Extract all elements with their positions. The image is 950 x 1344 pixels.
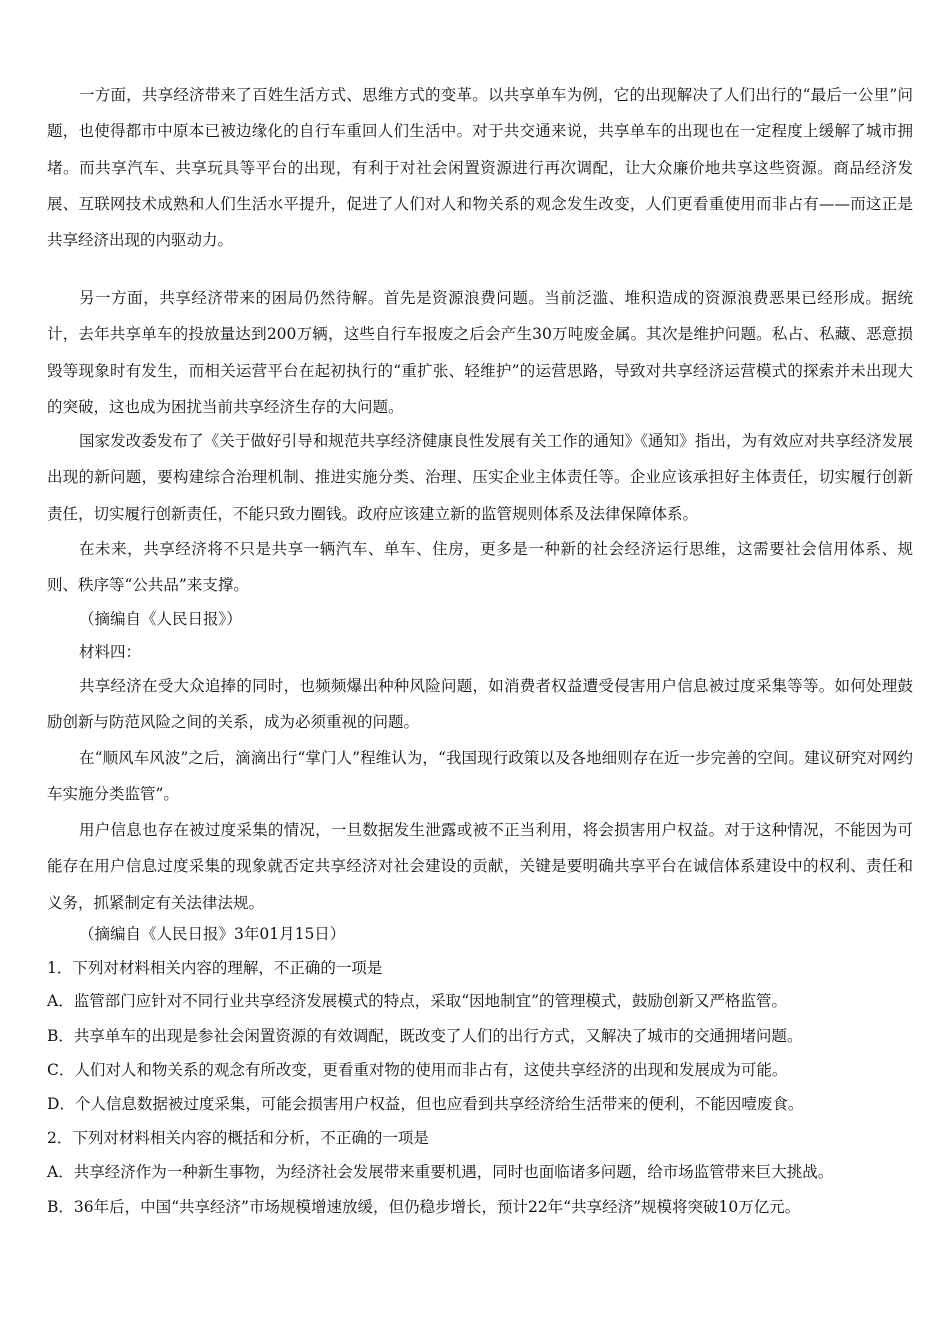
material3-paragraph-3: 国家发改委发布了《关于做好引导和规范共享经济健康良性发展有关工作的通知》《通知》指出，为有效应对共享经济发展出现的新问题，要构建综合治理机制、推进实施分类、治理、压实企业主体责任等。企业应该承担好主体责任，切实履行创新责任，切实履行创新责任，不能只致力圈钱。政府应该建立新的监管规则体系及法律保障体系。 bbox=[47, 432, 913, 523]
question-2-option-b: B．36年后，中国“共享经济”市场规模增速放缓，但仍稳步增长，预计22年“共享经济”规模将突破10万亿元。 bbox=[47, 1198, 801, 1216]
material4-paragraph-2: 在“顺风车风波”之后，滴滴出行“掌门人”程维认为，“我国现行政策以及各地细则存在近一步完善的空间。建议研究对网约车实施分类监管”。 bbox=[47, 749, 913, 804]
question-2-option-a: A．共享经济作为一种新生事物，为经济社会发展带来重要机遇，同时也面临诸多问题，给市场监管带来巨大挑战。 bbox=[47, 1163, 834, 1181]
question-1-option-c: C．人们对人和物关系的观念有所改变，更看重对物的使用而非占有，这使共享经济的出现和发展成为可能。 bbox=[47, 1061, 788, 1079]
material3-paragraph-4: 在未来，共享经济将不只是共享一辆汽车、单车、住房，更多是一种新的社会经济运行思维，这需要社会信用体系、规则、秩序等“公共品”来支撑。 bbox=[47, 540, 913, 595]
question-2-stem: 2．下列对材料相关内容的概括和分析，不正确的一项是 bbox=[47, 1129, 429, 1147]
question-1-option-b: B．共享单车的出现是参社会闲置资源的有效调配，既改变了人们的出行方式，又解决了城市的交通拥堵问题。 bbox=[47, 1027, 803, 1045]
material4-source: （摘编自《人民日报》3年01月15日） bbox=[79, 925, 346, 943]
material4-paragraph-1: 共享经济在受大众追捧的同时，也频频爆出种种风险问题，如消费者权益遭受侵害用户信息被过度采集等等。如何处理鼓励创新与防范风险之间的关系，成为必须重视的问题。 bbox=[47, 677, 913, 732]
material3-paragraph-2: 另一方面，共享经济带来的困局仍然待解。首先是资源浪费问题。当前泛滥、堆积造成的资源浪费恶果已经形成。据统计，去年共享单车的投放量达到200万辆，这些自行车报废之后会产生30万吨废金属。其次是维护问题。私占、私藏、恶意损毁等现象时有发生，而相关运营平台在起初执行的“重扩张、轻维护”的运营思路，导致对共享经济运营模式的探索并未出现大的突破，这也成为困扰当前共享经济生存的大问题。 bbox=[47, 289, 913, 416]
material3-paragraph-1: 一方面，共享经济带来了百姓生活方式、思维方式的变革。以共享单车为例，它的出现解决了人们出行的“最后一公里”问题，也使得都市中原本已被边缘化的自行车重回人们生活中。对于共交通来说，共享单车的出现也在一定程度上缓解了城市拥堵。而共享汽车、共享玩具等平台的出现，有利于对社会闲置资源进行再次调配，让大众廉价地共享这些资源。商品经济发展、互联网技术成熟和人们生活水平提升，促进了人们对人和物关系的观念发生改变，人们更看重使用而非占有——而这正是共享经济出现的内驱动力。 bbox=[47, 86, 913, 250]
question-1-option-d: D．个人信息数据被过度采集，可能会损害用户权益，但也应看到共享经济给生活带来的便利，不能因噎废食。 bbox=[47, 1095, 804, 1113]
question-1-stem: 1．下列对材料相关内容的理解，不正确的一项是 bbox=[47, 959, 383, 977]
question-1-option-a: A．监管部门应针对不同行业共享经济发展模式的特点，采取“因地制宜”的管理模式，鼓励创新又严格监管。 bbox=[47, 992, 788, 1010]
material4-paragraph-3: 用户信息也存在被过度采集的情况，一旦数据发生泄露或被不正当利用，将会损害用户权益。对于这种情况，不能因为可能存在用户信息过度采集的现象就否定共享经济对社会建设的贡献，关键是要明确共享平台在诚信体系建设中的权利、责任和义务，抓紧制定有关法律法规。 bbox=[47, 821, 913, 912]
material3-source: （摘编自《人民日报》） bbox=[79, 610, 242, 628]
material4-heading: 材料四： bbox=[79, 643, 142, 661]
